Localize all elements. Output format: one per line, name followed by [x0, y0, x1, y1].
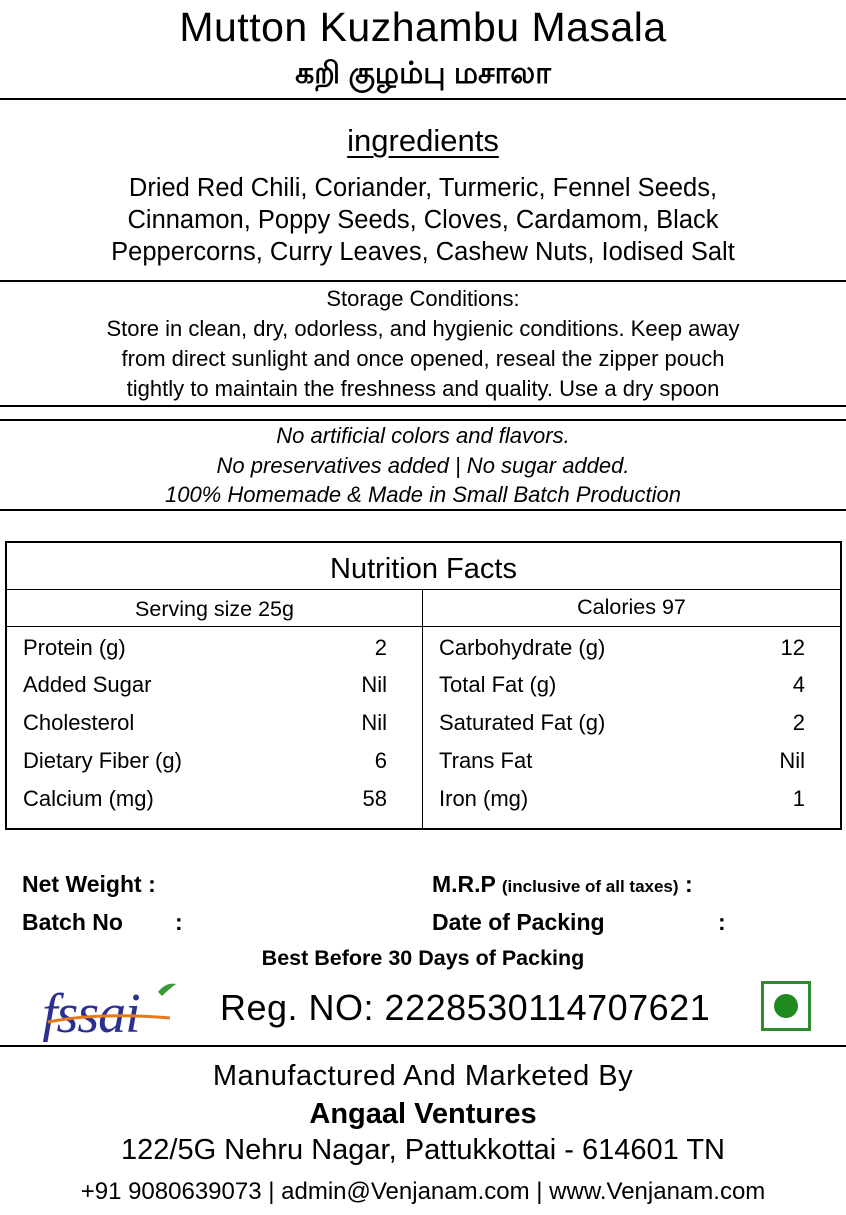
ingredients-line: Peppercorns, Curry Leaves, Cashew Nuts, Iodised Salt: [111, 238, 735, 266]
divider: [0, 280, 846, 282]
storage-line: from direct sunlight and once opened, reseal the zipper pouch: [121, 346, 725, 371]
nutrient-value: Nil: [361, 710, 387, 735]
storage-line: Store in clean, dry, odorless, and hygienic conditions. Keep away: [106, 316, 740, 341]
nutrient-label: Saturated Fat (g): [439, 710, 606, 735]
nutrient-label: Calcium (mg): [23, 786, 154, 811]
batch-no-colon: :: [175, 909, 183, 935]
nutrient-value: 2: [792, 710, 805, 735]
date-of-packing-label: Date of Packing: [432, 909, 605, 935]
nutrient-value: 4: [792, 672, 805, 697]
ingredients-list: [0, 172, 846, 268]
nutrient-value: 2: [374, 635, 387, 660]
mrp-label: [432, 870, 693, 901]
nutrition-facts-title: Nutrition Facts: [330, 553, 517, 585]
table-divider: [7, 626, 840, 627]
ingredients-line: Cinnamon, Poppy Seeds, Cloves, Cardamom, Black: [127, 206, 719, 234]
mrp-text: M.R.P: [432, 871, 496, 897]
mrp-note: (inclusive of all taxes): [501, 877, 679, 896]
nutrient-label: Trans Fat: [439, 748, 533, 773]
company-name: Angaal Ventures: [309, 1098, 537, 1130]
calories: Calories 97: [577, 595, 686, 619]
nutrient-label: Protein (g): [23, 635, 126, 660]
divider: [0, 1045, 846, 1047]
divider: [0, 98, 846, 100]
product-claims: [0, 421, 846, 510]
date-of-packing-colon: :: [718, 909, 726, 935]
veg-dot: [774, 994, 798, 1018]
nutrient-label: Carbohydrate (g): [439, 635, 606, 660]
nutrient-value: 1: [792, 786, 805, 811]
fssai-logo-text: fssai: [42, 983, 140, 1042]
batch-no-label: Batch No: [22, 909, 123, 935]
claim-line: No preservatives added | No sugar added.: [216, 452, 630, 478]
divider: [0, 405, 846, 407]
table-divider: [7, 589, 840, 590]
serving-size: Serving size 25g: [135, 597, 294, 621]
table-column-divider: [422, 589, 423, 828]
nutrient-value: Nil: [779, 748, 805, 773]
nutrient-label: Added Sugar: [23, 672, 152, 697]
manufacturer-heading: Manufactured And Marketed By: [212, 1060, 634, 1092]
nutrient-label: Dietary Fiber (g): [23, 748, 182, 773]
storage-line: tightly to maintain the freshness and quality. Use a dry spoon: [126, 376, 720, 401]
storage-heading: Storage Conditions:: [326, 286, 520, 311]
mrp-colon: :: [684, 871, 693, 897]
product-title: Mutton Kuzhambu Masala: [179, 4, 667, 50]
nutrient-value: Nil: [361, 672, 387, 697]
nutrient-label: Total Fat (g): [439, 672, 557, 697]
nutrient-value: 6: [374, 748, 387, 773]
net-weight-label: Net Weight :: [22, 871, 156, 897]
claim-line: 100% Homemade & Made in Small Batch Production: [164, 482, 682, 507]
divider: [0, 509, 846, 511]
fssai-registration-number: Reg. NO: 22285301147076‍21: [220, 987, 711, 1028]
ingredients-heading: ingredients: [347, 123, 499, 158]
best-before: Best Before 30 Days of Packing: [261, 946, 585, 970]
nutrition-facts-table: [5, 541, 842, 830]
nutrient-value: 12: [780, 635, 805, 660]
contact-info: +91 9080639073 | admin@Venjanam.com | www.Venjanam.com: [80, 1178, 766, 1205]
fssai-logo: [40, 978, 180, 1042]
product-title-tamil: கறி குழம்பு மசாலா: [295, 57, 551, 90]
claim-line: No artificial colors and flavors.: [276, 423, 570, 448]
storage-text: [0, 314, 846, 404]
ingredients-line: Dried Red Chili, Coriander, Turmeric, Fennel Seeds,: [128, 174, 718, 202]
veg-symbol-icon: [761, 981, 811, 1031]
nutrient-label: Cholesterol: [23, 710, 135, 735]
nutrient-label: Iron (mg): [439, 786, 529, 811]
company-address: 122/5G Nehru Nagar, Pattukkottai - 614601 TN: [121, 1134, 725, 1166]
nutrient-value: 58: [362, 786, 387, 811]
